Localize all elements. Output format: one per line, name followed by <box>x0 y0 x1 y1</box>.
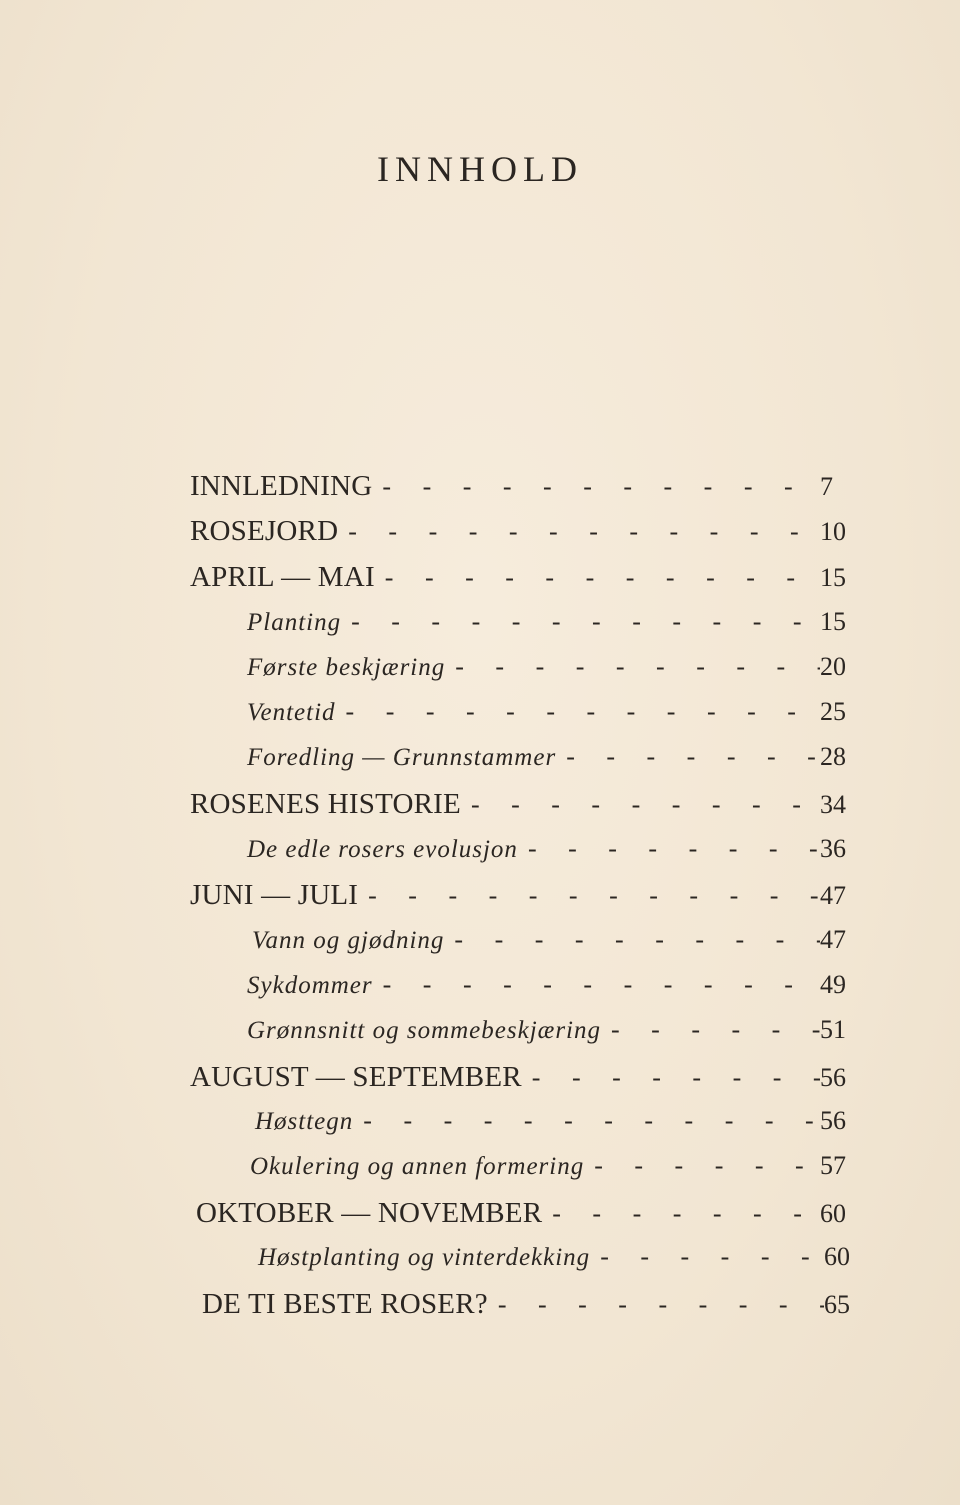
dot-leader <box>518 834 820 864</box>
dot-leader <box>556 742 820 772</box>
toc-entry-label: Høsttegn <box>255 1108 354 1135</box>
toc-entry-page: 49 <box>820 970 846 999</box>
toc-entry-page: 20 <box>820 652 846 681</box>
toc-entry-label: ROSENES HISTORIE <box>190 788 461 820</box>
dot-leader <box>488 1290 824 1320</box>
toc-entry <box>247 834 850 878</box>
toc-entry-label: APRIL — MAI <box>190 561 375 593</box>
toc-entry-page: 60 <box>824 1242 850 1271</box>
toc-entry-label: DE TI BESTE ROSER? <box>202 1288 488 1320</box>
dot-leader <box>584 1151 820 1181</box>
toc-entry-label: Sykdommer <box>247 972 373 999</box>
toc-entry-page: 28 <box>820 742 846 771</box>
toc-entry-page: 36 <box>820 834 846 863</box>
toc-entry-label: Grønnsnitt og sommebeskjæring <box>247 1017 601 1044</box>
toc-entry-label: De edle rosers evolusjon <box>247 836 518 863</box>
toc-entry-page: 56 <box>820 1063 846 1092</box>
toc-entry-page: 7 <box>820 472 833 501</box>
dot-leader <box>445 652 820 682</box>
toc-entry-label: OKTOBER — NOVEMBER <box>196 1197 543 1229</box>
dot-leader <box>358 881 820 911</box>
toc-entry-label: Foredling — Grunnstammer <box>247 744 557 771</box>
toc-entry-label: JUNI — JULI <box>190 879 359 911</box>
toc-entry <box>250 1151 850 1195</box>
toc-entry <box>247 742 850 786</box>
toc-entry <box>247 697 850 741</box>
dot-leader <box>372 472 820 502</box>
dot-leader <box>590 1242 824 1272</box>
dot-leader <box>375 563 820 593</box>
toc-entry <box>247 652 850 696</box>
toc-entry-page: 15 <box>820 607 846 636</box>
dot-leader <box>338 517 820 547</box>
toc-entry-label: ROSEJORD <box>190 515 339 547</box>
toc-entry-page: 65 <box>824 1290 850 1319</box>
dot-leader <box>341 607 820 637</box>
toc-entry-label: Høstplanting og vinterdekking <box>258 1244 591 1271</box>
toc-entry <box>196 1197 850 1241</box>
page-title: INNHOLD <box>377 149 583 190</box>
dot-leader <box>542 1199 820 1229</box>
toc-entry <box>190 1061 850 1105</box>
toc-entry <box>247 607 850 651</box>
dot-leader <box>353 1106 820 1136</box>
toc-entry-page: 34 <box>820 790 846 819</box>
dot-leader <box>373 970 820 1000</box>
toc-entry <box>255 1106 850 1150</box>
dot-leader <box>336 697 820 727</box>
toc-entry-label: INNLEDNING <box>190 470 373 502</box>
toc-entry <box>247 1015 850 1059</box>
dot-leader <box>601 1015 820 1045</box>
toc-entry-page: 15 <box>820 563 846 592</box>
toc-entry-page: 25 <box>820 697 846 726</box>
toc-entry <box>258 1242 854 1286</box>
toc-entry-label: AUGUST — SEPTEMBER <box>190 1061 522 1093</box>
dot-leader <box>461 790 820 820</box>
toc-entry-label: Vann og gjødning <box>252 927 445 954</box>
toc-entry-page: 60 <box>820 1199 846 1228</box>
toc-entry <box>190 879 850 923</box>
toc-entry <box>190 470 850 514</box>
toc-entry-page: 47 <box>820 881 846 910</box>
dot-leader <box>444 925 820 955</box>
toc-entry-page: 47 <box>820 925 846 954</box>
toc-entry-label: Ventetid <box>247 699 336 726</box>
toc-entry-page: 10 <box>820 517 846 546</box>
toc-entry-page: 56 <box>820 1106 846 1135</box>
toc-entry <box>252 925 850 969</box>
toc-entry <box>190 515 850 559</box>
toc-entry <box>190 561 850 605</box>
toc-entry-label: Okulering og annen formering <box>250 1153 585 1180</box>
toc-entry <box>247 970 850 1014</box>
toc-entry-label: Første beskjæring <box>247 654 446 681</box>
dot-leader <box>522 1063 820 1093</box>
toc-entry-page: 57 <box>820 1151 846 1180</box>
toc-entry <box>190 788 850 832</box>
toc-entry-label: Planting <box>247 609 342 636</box>
toc-entry-page: 51 <box>820 1015 846 1044</box>
toc-entry <box>202 1288 854 1332</box>
